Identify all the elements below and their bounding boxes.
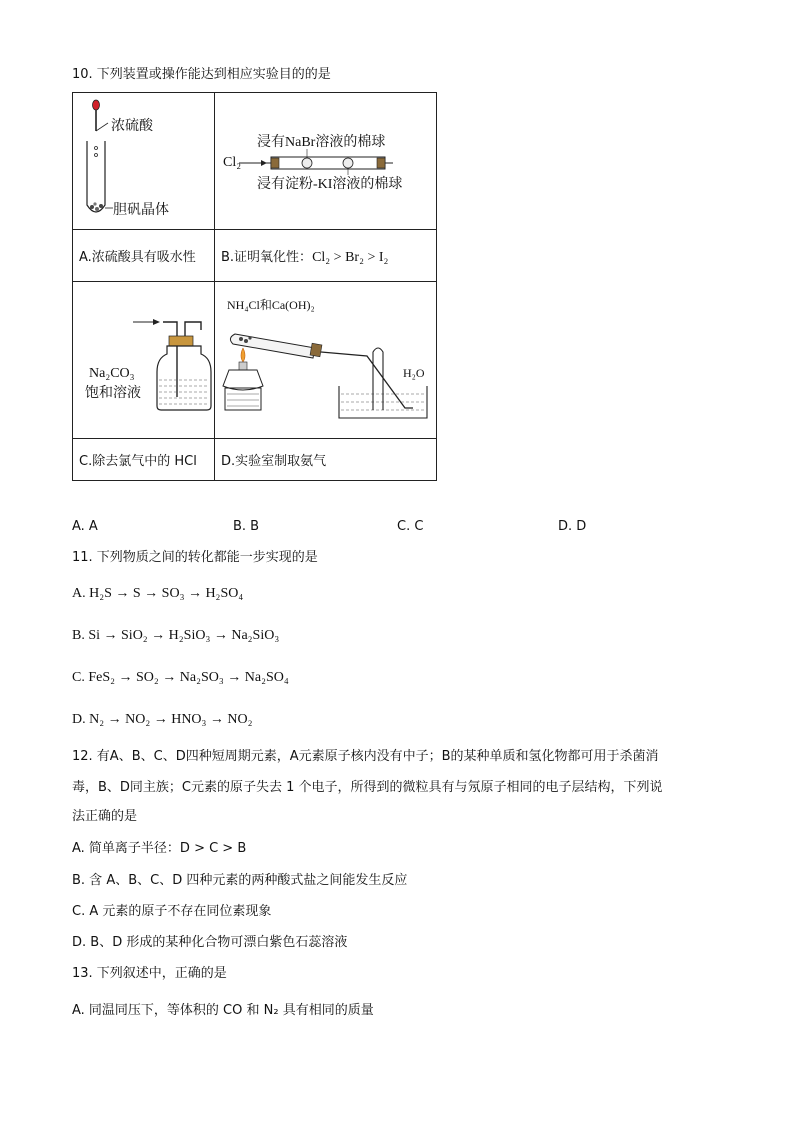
label-na2co3: Na₂CO₃ <box>89 366 135 381</box>
caption-d: D.实验室制取氨气 <box>221 454 327 469</box>
q12-option-d[interactable]: D. B、D 形成的某种化合物可漂白紫色石蕊溶液 <box>72 935 348 950</box>
label-nabr-cotton: 浸有NaBr溶液的棉球 <box>257 135 386 150</box>
caption-b-prefix: B.证明氧化性： <box>221 249 313 265</box>
label-cl2: Cl₂ <box>223 155 242 170</box>
label-blue-vitriol-crystal: 胆矾晶体 <box>113 202 169 218</box>
q11-option-a[interactable]: A. H₂S → S → SO₃ → H₂SO₄ <box>72 586 244 601</box>
gas-washing-bottle-diagram <box>73 282 214 438</box>
q12-option-b[interactable]: B. 含 A、B、C、D 四种元素的两种酸式盐之间能发生反应 <box>72 873 408 888</box>
q11-option-c[interactable]: C. FeS₂ → SO₂ → Na₂SO₃ → Na₂SO₄ <box>72 670 289 685</box>
caption-a: A.浓硫酸具有吸水性 <box>79 250 196 265</box>
cell-c-diagram <box>73 282 215 439</box>
question-12-stem-line1: 12. 有A、B、C、D四种短周期元素，A元素原子核内没有中子；B的某种单质和氢化物都可用于杀菌消 <box>72 749 659 764</box>
label-h2o: H₂O <box>403 366 425 380</box>
q10-option-d[interactable]: D. D <box>558 519 587 534</box>
q12-option-a[interactable]: A. 简单离子半径：D > C > B <box>72 841 247 856</box>
q12-option-c[interactable]: C. A 元素的原子不存在同位素现象 <box>72 904 272 919</box>
caption-c-cell <box>73 439 215 481</box>
q11-option-d[interactable]: D. N₂ → NO₂ → HNO₃ → NO₂ <box>72 712 253 727</box>
question-13-stem: 13. 下列叙述中，正确的是 <box>72 966 227 981</box>
question-11-stem: 11. 下列物质之间的转化都能一步实现的是 <box>72 550 318 565</box>
cell-b-diagram <box>215 93 437 230</box>
label-nh4cl-caoh2: NH₄Cl和Ca(OH)₂ <box>227 298 315 312</box>
q10-option-b[interactable]: B. B <box>233 519 260 534</box>
question-10-stem: 10. 下列装置或操作能达到相应实验目的的是 <box>72 67 331 82</box>
caption-b-cell <box>215 230 437 282</box>
caption-a-cell <box>73 230 215 282</box>
label-starch-ki-cotton: 浸有淀粉-KI溶液的棉球 <box>257 177 403 192</box>
caption-b-formula: Cl₂ > Br₂ > I₂ <box>312 249 389 265</box>
question-12-stem-line2: 毒，B、D同主族；C元素的原子失去 1 个电子，所得到的微粒具有与氖原子相同的电子层结构，下列说 <box>72 780 663 795</box>
label-concentrated-sulfuric-acid: 浓硫酸 <box>111 118 153 134</box>
caption-d-cell <box>215 439 437 481</box>
q11-option-b[interactable]: B. Si → SiO₂ → H₂SiO₃ → Na₂SiO₃ <box>72 628 280 643</box>
glass-tube-cotton-diagram <box>215 93 436 229</box>
q13-option-a[interactable]: A. 同温同压下，等体积的 CO 和 N₂ 具有相同的质量 <box>72 1003 374 1018</box>
cell-a-diagram <box>73 93 215 230</box>
question-12-stem-line3: 法正确的是 <box>72 809 138 824</box>
q10-option-a[interactable]: A. A <box>72 519 98 534</box>
experiment-table <box>72 92 437 481</box>
label-saturated-solution: 饱和溶液 <box>85 385 141 401</box>
q10-option-c[interactable]: C. C <box>397 519 424 534</box>
cell-d-diagram <box>215 282 437 439</box>
caption-c: C.除去氯气中的 HCl <box>79 454 197 469</box>
